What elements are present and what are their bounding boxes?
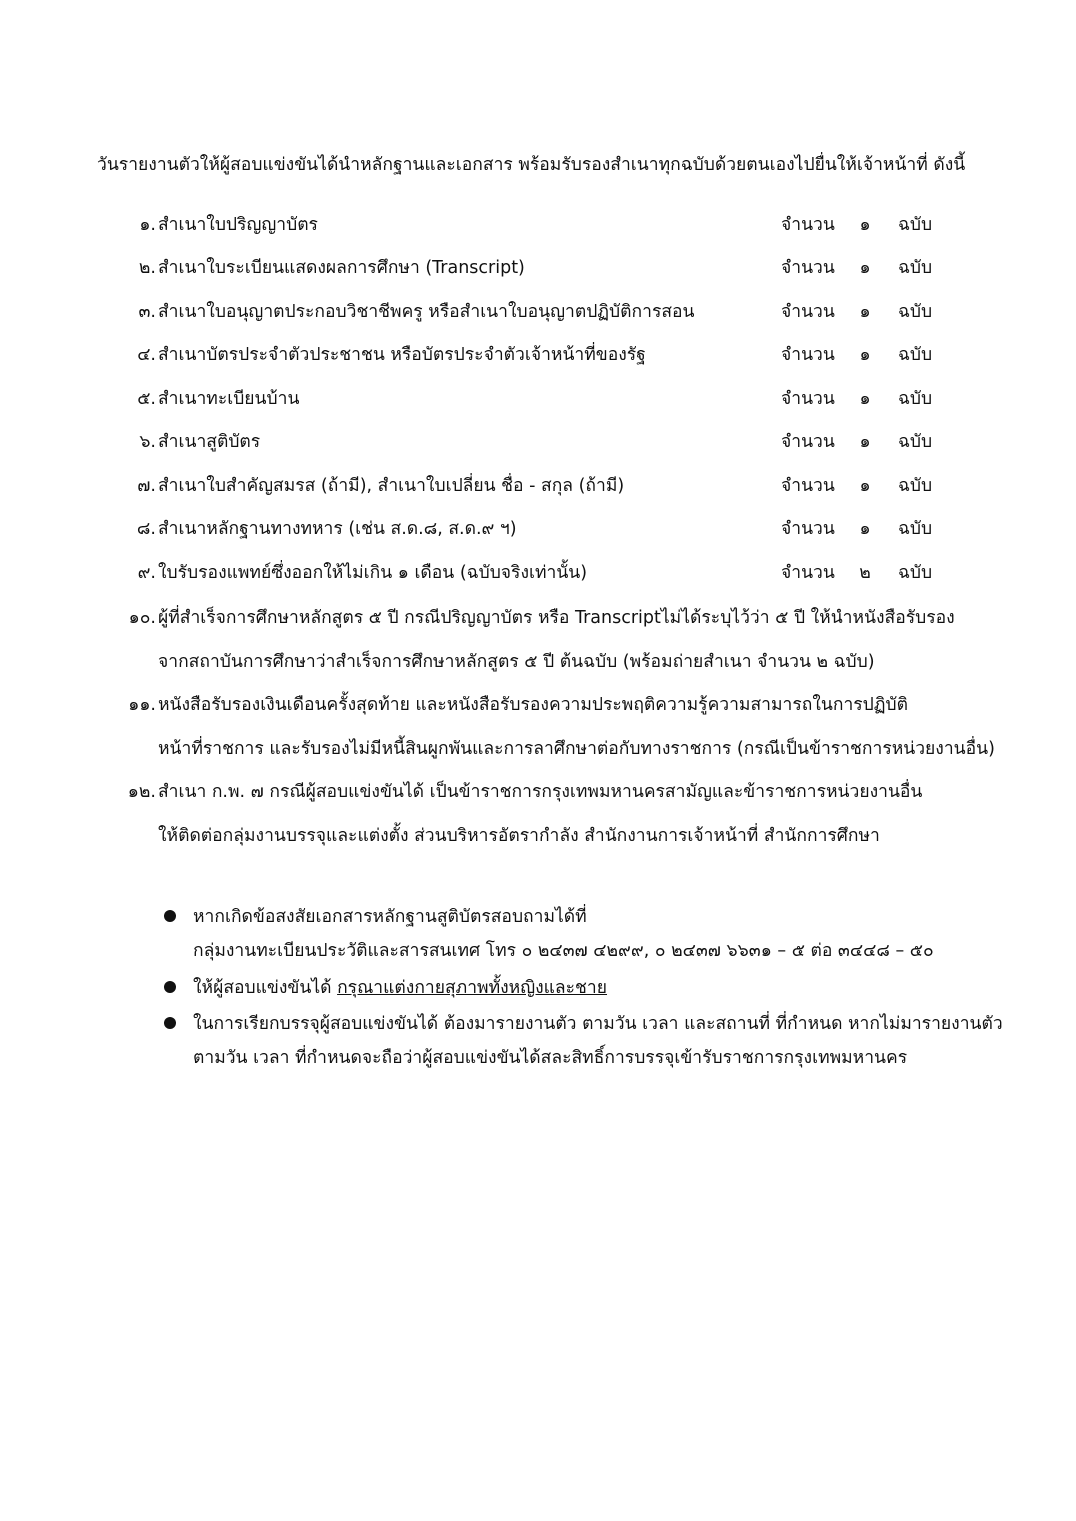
list-item bbox=[0, 297, 1076, 327]
item-text-line: หน้าที่ราชการ และรับรองไม่มีหนี้สินผูกพันและการลาศึกษาต่อกับทางราชการ (กรณีเป็นข้าราชการหน่วยงานอื่น) bbox=[158, 739, 995, 759]
count-label: จำนวน bbox=[781, 432, 835, 452]
item-text: สำเนาใบสำคัญสมรส (ถ้ามี), สำเนาใบเปลี่ยน ชื่อ - สกุล (ถ้ามี) bbox=[158, 476, 625, 496]
note-text-line: ในการเรียกบรรจุผู้สอบแข่งขันได้ ต้องมารายงานตัว ตามวัน เวลา และสถานที่ ที่กำหนด หากไม่มารายงานตัว bbox=[193, 1014, 1003, 1034]
count-label: จำนวน bbox=[781, 215, 835, 235]
count-label: จำนวน bbox=[781, 563, 835, 583]
list-item bbox=[0, 384, 1076, 414]
item-text: สำเนาใบอนุญาตประกอบวิชาชีพครู หรือสำเนาใบอนุญาตปฏิบัติการสอน bbox=[158, 302, 695, 322]
bullet-icon bbox=[164, 910, 176, 922]
count-label: จำนวน bbox=[781, 345, 835, 365]
list-item bbox=[0, 340, 1076, 370]
item-number: ๕. bbox=[137, 389, 156, 409]
item-number: ๓. bbox=[138, 302, 156, 322]
item-text-line: ผู้ที่สำเร็จการศึกษาหลักสูตร ๕ ปี กรณีปริญญาบัตร หรือ Transcriptไม่ได้ระบุไว้ว่า ๕ ปี ให้นำหนังสือรับรอง bbox=[158, 608, 955, 628]
count-label: จำนวน bbox=[781, 302, 835, 322]
item-quantity: ๑ bbox=[859, 519, 871, 539]
note-text-line bbox=[193, 971, 1063, 1005]
bullet-icon bbox=[164, 1017, 176, 1029]
note-text-line: กลุ่มงานทะเบียนประวัติและสารสนเทศ โทร ๐ ๒๔๓๗ ๔๒๙๙, ๐ ๒๔๓๗ ๖๖๓๑ – ๕ ต่อ ๓๔๔๘ – ๕๐ bbox=[193, 941, 934, 961]
item-text: สำเนาทะเบียนบ้าน bbox=[158, 389, 300, 409]
item-text: สำเนาใบปริญญาบัตร bbox=[158, 215, 318, 235]
item-number: ๑๒. bbox=[127, 782, 156, 802]
note-text-line: ตามวัน เวลา ที่กำหนดจะถือว่าผู้สอบแข่งขันได้สละสิทธิ์การบรรจุเข้ารับราชการกรุงเทพมหานคร bbox=[193, 1048, 908, 1068]
list-item bbox=[0, 427, 1076, 457]
item-quantity: ๑ bbox=[859, 302, 871, 322]
item-number: ๑๐. bbox=[128, 608, 156, 628]
item-quantity: ๑ bbox=[859, 215, 871, 235]
count-label: จำนวน bbox=[781, 389, 835, 409]
item-text-line: ให้ติดต่อกลุ่มงานบรรจุและแต่งตั้ง ส่วนบริหารอัตรากำลัง สำนักงานการเจ้าหน้าที่ สำนักการศึกษา bbox=[158, 826, 880, 846]
item-quantity: ๒ bbox=[859, 563, 871, 583]
list-item bbox=[0, 210, 1076, 240]
list-item bbox=[0, 558, 1076, 588]
item-quantity: ๑ bbox=[859, 476, 871, 496]
note-text-line: หากเกิดข้อสงสัยเอกสารหลักฐานสูติบัตรสอบถามได้ที่ bbox=[193, 907, 587, 927]
item-quantity: ๑ bbox=[859, 258, 871, 278]
count-label: จำนวน bbox=[781, 519, 835, 539]
unit-label: ฉบับ bbox=[898, 302, 933, 322]
unit-label: ฉบับ bbox=[898, 563, 933, 583]
item-number: ๔. bbox=[137, 345, 156, 365]
unit-label: ฉบับ bbox=[898, 519, 933, 539]
intro-text: วันรายงานตัวให้ผู้สอบแข่งขันได้นำหลักฐานและเอกสาร พร้อมรับรองสำเนาทุกฉบับด้วยตนเองไปยื่นให้เจ้าหน้าที่ ดังนี้ bbox=[97, 155, 966, 175]
item-text: สำเนาใบระเบียนแสดงผลการศึกษา (Transcript) bbox=[158, 258, 525, 278]
count-label: จำนวน bbox=[781, 476, 835, 496]
item-text: ใบรับรองแพทย์ซึ่งออกให้ไม่เกิน ๑ เดือน (ฉบับจริงเท่านั้น) bbox=[158, 563, 588, 583]
item-text: สำเนาบัตรประจำตัวประชาชน หรือบัตรประจำตัวเจ้าหน้าที่ของรัฐ bbox=[158, 345, 646, 365]
bullet-icon bbox=[164, 981, 176, 993]
item-number: ๒. bbox=[138, 258, 156, 278]
item-text-line: จากสถาบันการศึกษาว่าสำเร็จการศึกษาหลักสูตร ๕ ปี ต้นฉบับ (พร้อมถ่ายสำเนา จำนวน ๒ ฉบับ) bbox=[158, 652, 875, 672]
list-item bbox=[0, 514, 1076, 544]
list-item bbox=[0, 253, 1076, 283]
item-quantity: ๑ bbox=[859, 389, 871, 409]
unit-label: ฉบับ bbox=[898, 476, 933, 496]
item-text-line: สำเนา ก.พ. ๗ กรณีผู้สอบแข่งขันได้ เป็นข้าราชการกรุงเทพมหานครสามัญและข้าราชการหน่วยงานอื่น bbox=[158, 782, 923, 802]
item-text-line: หนังสือรับรองเงินเดือนครั้งสุดท้าย และหนังสือรับรองความประพฤติความรู้ความสามารถในการปฏิบัติ bbox=[158, 695, 908, 715]
item-text: สำเนาสูติบัตร bbox=[158, 432, 261, 452]
unit-label: ฉบับ bbox=[898, 432, 933, 452]
item-quantity: ๑ bbox=[859, 345, 871, 365]
item-number: ๘. bbox=[136, 519, 156, 539]
unit-label: ฉบับ bbox=[898, 258, 933, 278]
item-number: ๖. bbox=[139, 432, 156, 452]
note-text: ให้ผู้สอบแข่งขันได้ bbox=[193, 978, 338, 998]
item-number: ๑. bbox=[139, 215, 156, 235]
count-label: จำนวน bbox=[781, 258, 835, 278]
unit-label: ฉบับ bbox=[898, 215, 933, 235]
item-number: ๑๑. bbox=[128, 695, 156, 715]
unit-label: ฉบับ bbox=[898, 389, 933, 409]
item-number: ๙. bbox=[137, 563, 156, 583]
item-text: สำเนาหลักฐานทางทหาร (เช่น ส.ด.๘, ส.ด.๙ ฯ) bbox=[158, 519, 517, 539]
item-quantity: ๑ bbox=[859, 432, 871, 452]
unit-label: ฉบับ bbox=[898, 345, 933, 365]
item-number: ๗. bbox=[137, 476, 156, 496]
list-item bbox=[0, 471, 1076, 501]
dress-code-note: กรุณาแต่งกายสุภาพทั้งหญิงและชาย bbox=[337, 978, 608, 998]
